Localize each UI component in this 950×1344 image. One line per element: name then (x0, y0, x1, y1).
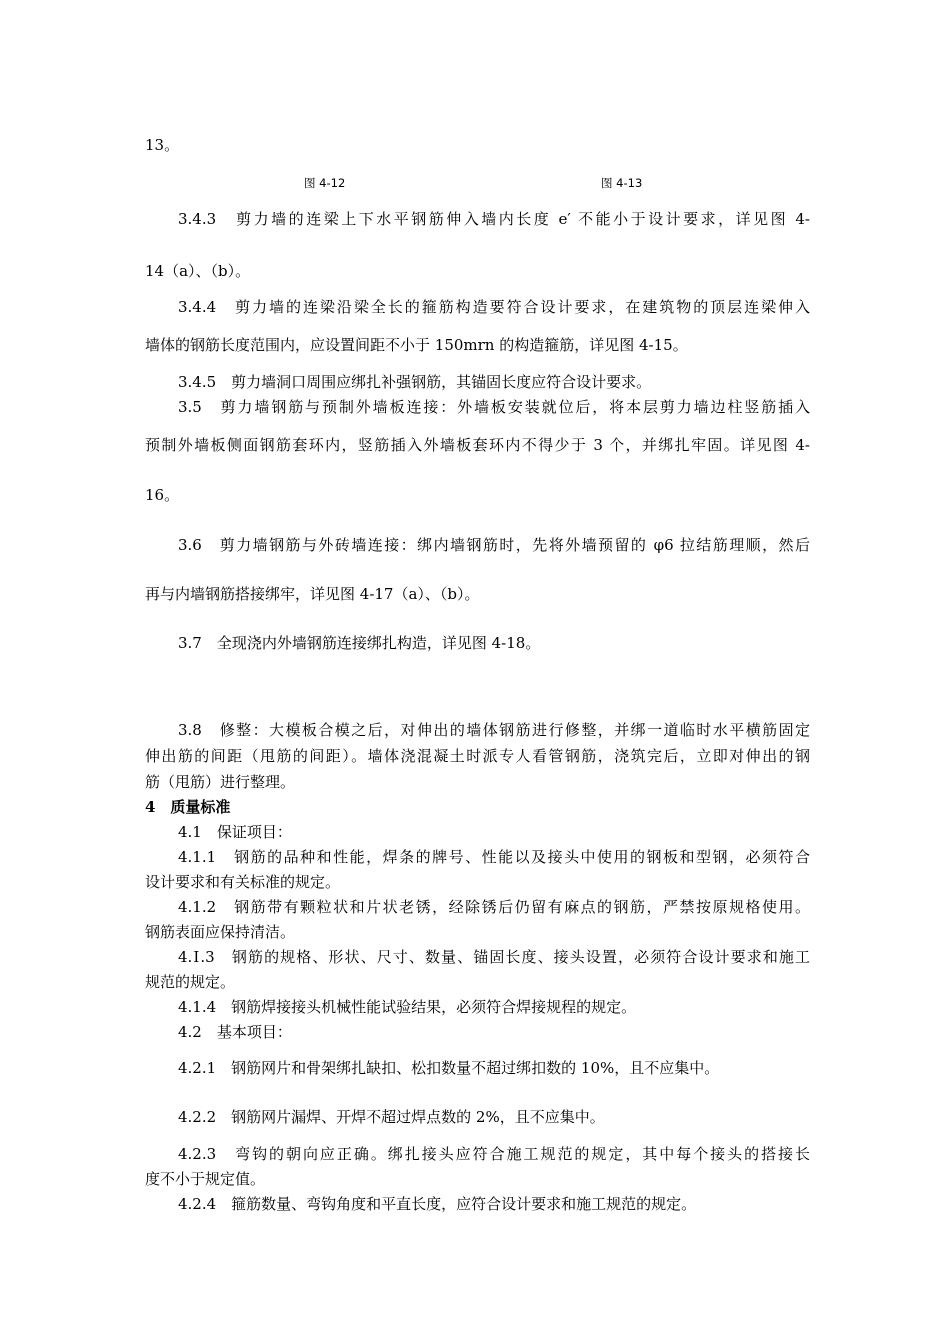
paragraph-3-8-line-1: 3.8 修整：大模板合模之后，对伸出的墙体钢筋进行修整，并绑一道临时水平横筋固定 (178, 721, 810, 739)
heading-4-2: 4.2 基本项目： (178, 1023, 292, 1041)
paragraph-4-2-3-line-2: 度不小于规定值。 (145, 1170, 266, 1188)
paragraph-4-1-3-line-2: 规范的规定。 (145, 973, 236, 991)
paragraph-3-6-line-2: 再与内墙钢筋搭接绑牢，详见图 4-17（a）、（b）。 (145, 585, 480, 603)
paragraph-3-4-3-line-1: 3.4.3 剪力墙的连梁上下水平钢筋伸入墙内长度 e′ 不能小于设计要求，详见图 4- (178, 210, 810, 228)
figure-caption-4-12: 图 4-12 (304, 176, 346, 190)
heading-4-1: 4.1 保证项目： (178, 823, 292, 841)
paragraph-4-1-2-line-2: 钢筋表面应保持清洁。 (145, 923, 296, 941)
paragraph-3-4-4-line-2: 墙体的钢筋长度范围内，应设置间距不小于 150mrn 的构造箍筋，详见图 4-15。 (145, 336, 688, 354)
paragraph-4-1-2-line-1: 4.1.2 钢筋带有颗粒状和片状老锈，经除锈后仍留有麻点的钢筋，严禁按原规格使用。 (178, 898, 810, 916)
paragraph-4-1-3-line-1: 4.Ⅰ.3 钢筋的规格、形状、尺寸、数量、锚固长度、接头设置，必须符合设计要求和施工 (178, 948, 810, 966)
paragraph-3-4-4-line-1: 3.4.4 剪力墙的连梁沿梁全长的箍筋构造要符合设计要求，在建筑物的顶层连梁伸入 (178, 298, 810, 316)
paragraph-4-1-1-line-1: 4.1.1 钢筋的品种和性能，焊条的牌号、性能以及接头中使用的钢板和型钢，必须符合 (178, 848, 810, 866)
paragraph-3-4-5: 3.4.5 剪力墙洞口周围应绑扎补强钢筋，其锚固长度应符合设计要求。 (178, 373, 652, 391)
paragraph-3-8-line-3: 筋（甩筋）进行整理。 (145, 773, 296, 791)
paragraph-4-2-2: 4.2.2 钢筋网片漏焊、开焊不超过焊点数的 2%，且不应集中。 (178, 1108, 605, 1126)
figure-caption-4-13: 图 4-13 (601, 176, 643, 190)
paragraph-4-2-4: 4.2.4 箍筋数量、弯钩角度和平直长度，应符合设计要求和施工规范的规定。 (178, 1195, 697, 1213)
paragraph-3-7: 3.7 全现浇内外墙钢筋连接绑扎构造，详见图 4-18。 (178, 634, 541, 652)
paragraph-3-4-3-line-2: 14（a）、（b）。 (145, 262, 251, 280)
paragraph-3-6-line-1: 3.6 剪力墙钢筋与外砖墙连接：绑内墙钢筋时，先将外墙预留的 φ6 拉结筋理顺，然后 (178, 536, 810, 554)
paragraph-4-2-1: 4.2.1 钢筋网片和骨架绑扎缺扣、松扣数量不超过绑扣数的 10%，且不应集中。 (178, 1059, 720, 1077)
paragraph-3-5-line-2: 预制外墙板侧面钢筋套环内，竖筋插入外墙板套环内不得少于 3 个，并绑扎牢固。详见图 4- (145, 436, 810, 454)
paragraph-4-1-1-line-2: 设计要求和有关标准的规定。 (145, 873, 341, 891)
paragraph-4-2-3-line-1: 4.2.3 弯钩的朝向应正确。绑扎接头应符合施工规范的规定，其中每个接头的搭接长 (178, 1145, 810, 1163)
paragraph-4-1-4: 4.1.4 钢筋焊接接头机械性能试验结果，必须符合焊接规程的规定。 (178, 998, 637, 1016)
paragraph-3-5-line-1: 3.5 剪力墙钢筋与预制外墙板连接：外墙板安装就位后，将本层剪力墙边柱竖筋插入 (178, 398, 810, 416)
paragraph-3-5-line-3: 16。 (145, 486, 180, 504)
paragraph-3-8-line-2: 伸出筋的间距（甩筋的间距）。墙体浇混凝土时派专人看管钢筋，浇筑完后，立即对伸出的钢 (145, 747, 810, 765)
section-heading-4: 4 质量标准 (145, 798, 231, 816)
text-line: 13。 (145, 136, 180, 154)
